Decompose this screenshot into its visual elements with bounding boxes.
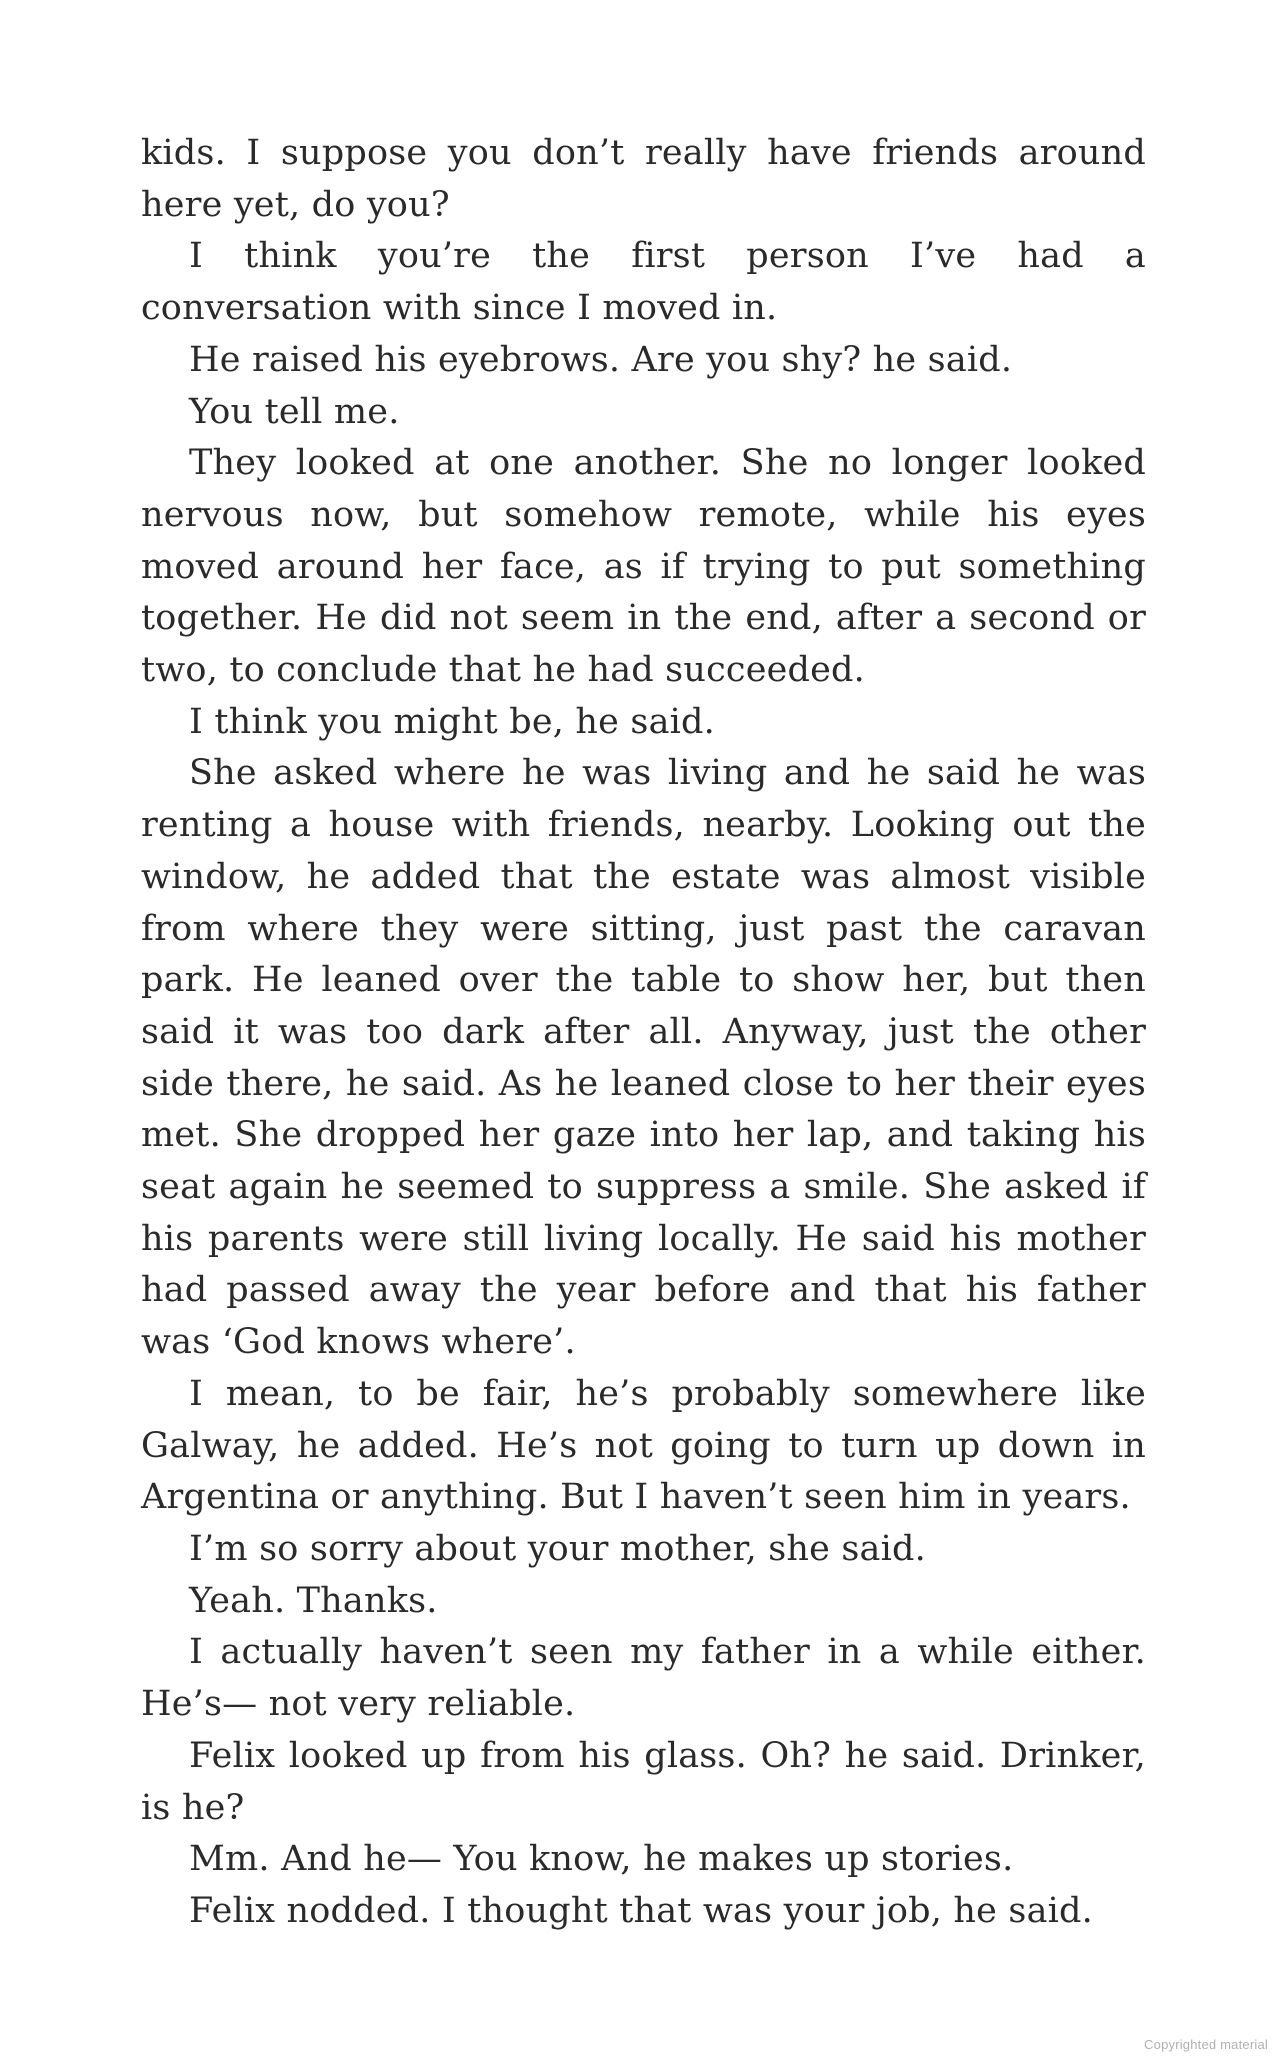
paragraph: I actually haven’t seen my father in a while either. He’s— not very reliable. — [141, 1632, 1146, 1725]
paragraph: She asked where he was living and he said he was renting a house with friends, nearby. Looking out the window, he added that the estate was almost visible from where they were sitting, just past the caravan park. He leaned over the table to show her, but then said it was too dark after all. Anyway, just the other side there, he said. As he leaned close to her their eyes met. She dropped her gaze into her lap, and taking his seat again he seemed to suppress a smile. She asked if his parents were still living locally. He said his mother had passed away the year before and that his father was ‘God knows where’. — [141, 753, 1146, 1363]
paragraph: Mm. And he— You know, he makes up stories. — [189, 1839, 1014, 1880]
paragraph: I think you’re the first person I’ve had a conversation with since I moved in. — [141, 236, 1146, 329]
paragraph: You tell me. — [189, 391, 400, 432]
paragraph: Felix nodded. I thought that was your job, he said. — [189, 1890, 1093, 1931]
paragraph: I think you might be, he said. — [189, 701, 715, 742]
body-text — [141, 128, 1146, 1938]
paragraph: They looked at one another. She no longer looked nervous now, but somehow remote, while his eyes moved around her face, as if trying to put something together. He did not seem in the end, after a second or two, to conclude that he had succeeded. — [141, 443, 1146, 691]
paragraph: kids. I suppose you don’t really have friends around here yet, do you? — [141, 133, 1146, 225]
paragraph: I’m so sorry about your mother, she said. — [189, 1528, 926, 1569]
paragraph: He raised his eyebrows. Are you shy? he said. — [189, 339, 1013, 380]
copyright-watermark: Copyrighted material — [1144, 2037, 1268, 2052]
paragraph: I mean, to be fair, he’s probably somewhere like Galway, he added. He’s not going to turn up down in Argentina or anything. But I haven’t seen him in years. — [141, 1373, 1146, 1518]
paragraph: Yeah. Thanks. — [189, 1580, 438, 1621]
paragraph: Felix looked up from his glass. Oh? he said. Drinker, is he? — [141, 1735, 1146, 1828]
